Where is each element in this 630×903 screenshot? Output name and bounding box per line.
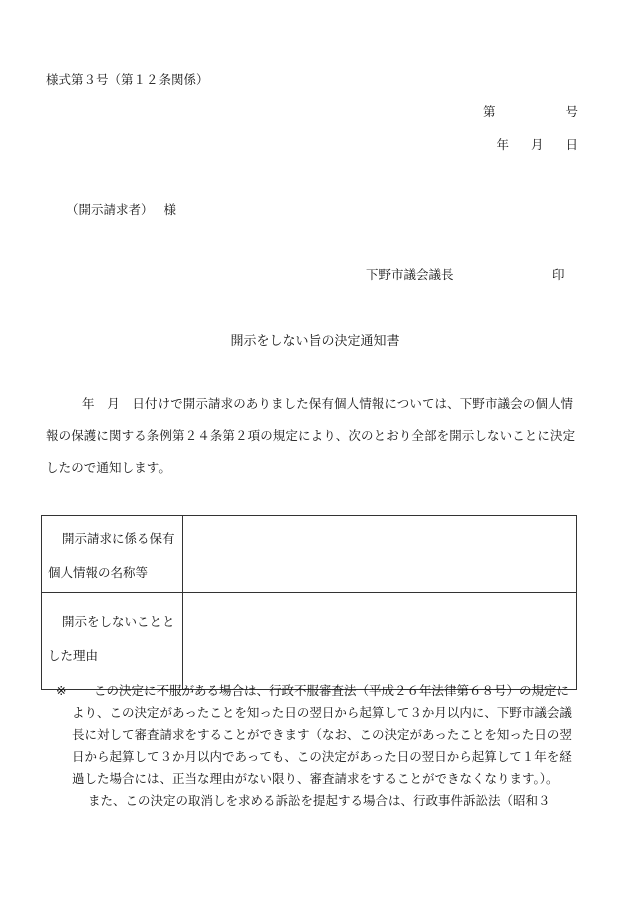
table-value-reason	[183, 593, 577, 690]
table-value-info-name	[183, 516, 577, 593]
body-paragraph: 年 月 日付けで開示請求のありました保有個人情報については、下野市議会の個人情報の保護に関する条例第２４条第２項の規定により、次のとおり全部を開示しないことに決定したので通知します。	[46, 396, 576, 475]
table-row	[42, 593, 577, 690]
recipient-honorific: 様	[163, 202, 177, 217]
number-prefix: 第	[482, 104, 496, 119]
table-label-reason: 開示をしないこととした理由	[42, 593, 183, 690]
note-text-appeal: この決定に不服がある場合は、行政不服審査法（平成２６年法律第６８号）の規定により、この決定があったことを知った日の翌日から起算して３か月以内に、下野市議会議長に対して審査請求をすることができます（なお、この決定があったことを知った日の翌日から起算して３か月以内であっても、この決定があった日の翌日から起算して１年を経過した場合には、正当な理由がない限り、審査請求をすることができなくなります。）。	[72, 683, 572, 786]
document-title: 開示をしない旨の決定通知書	[230, 334, 400, 349]
info-table	[41, 515, 577, 690]
note-paragraph-appeal	[56, 680, 580, 790]
seal-mark: 印	[552, 267, 565, 282]
document-date	[496, 135, 578, 153]
recipient-label: （開示請求者）	[66, 202, 154, 217]
table-row	[42, 516, 577, 593]
date-year: 年	[496, 137, 509, 152]
notes-section	[56, 680, 580, 812]
recipient	[66, 200, 176, 218]
number-suffix: 号	[565, 104, 578, 119]
issuer-name: 下野市議会議長	[366, 267, 454, 282]
form-number: 様式第３号（第１２条関係）	[46, 72, 209, 87]
date-day: 日	[565, 137, 578, 152]
table-label-info-name: 開示請求に係る保有個人情報の名称等	[42, 516, 183, 593]
date-month: 月	[530, 137, 544, 152]
note-mark: ※	[56, 683, 67, 698]
note-paragraph-lawsuit: また、この決定の取消しを求める訴訟を提起する場合は、行政事件訴訟法（昭和３	[88, 793, 551, 808]
document-number	[483, 102, 578, 120]
